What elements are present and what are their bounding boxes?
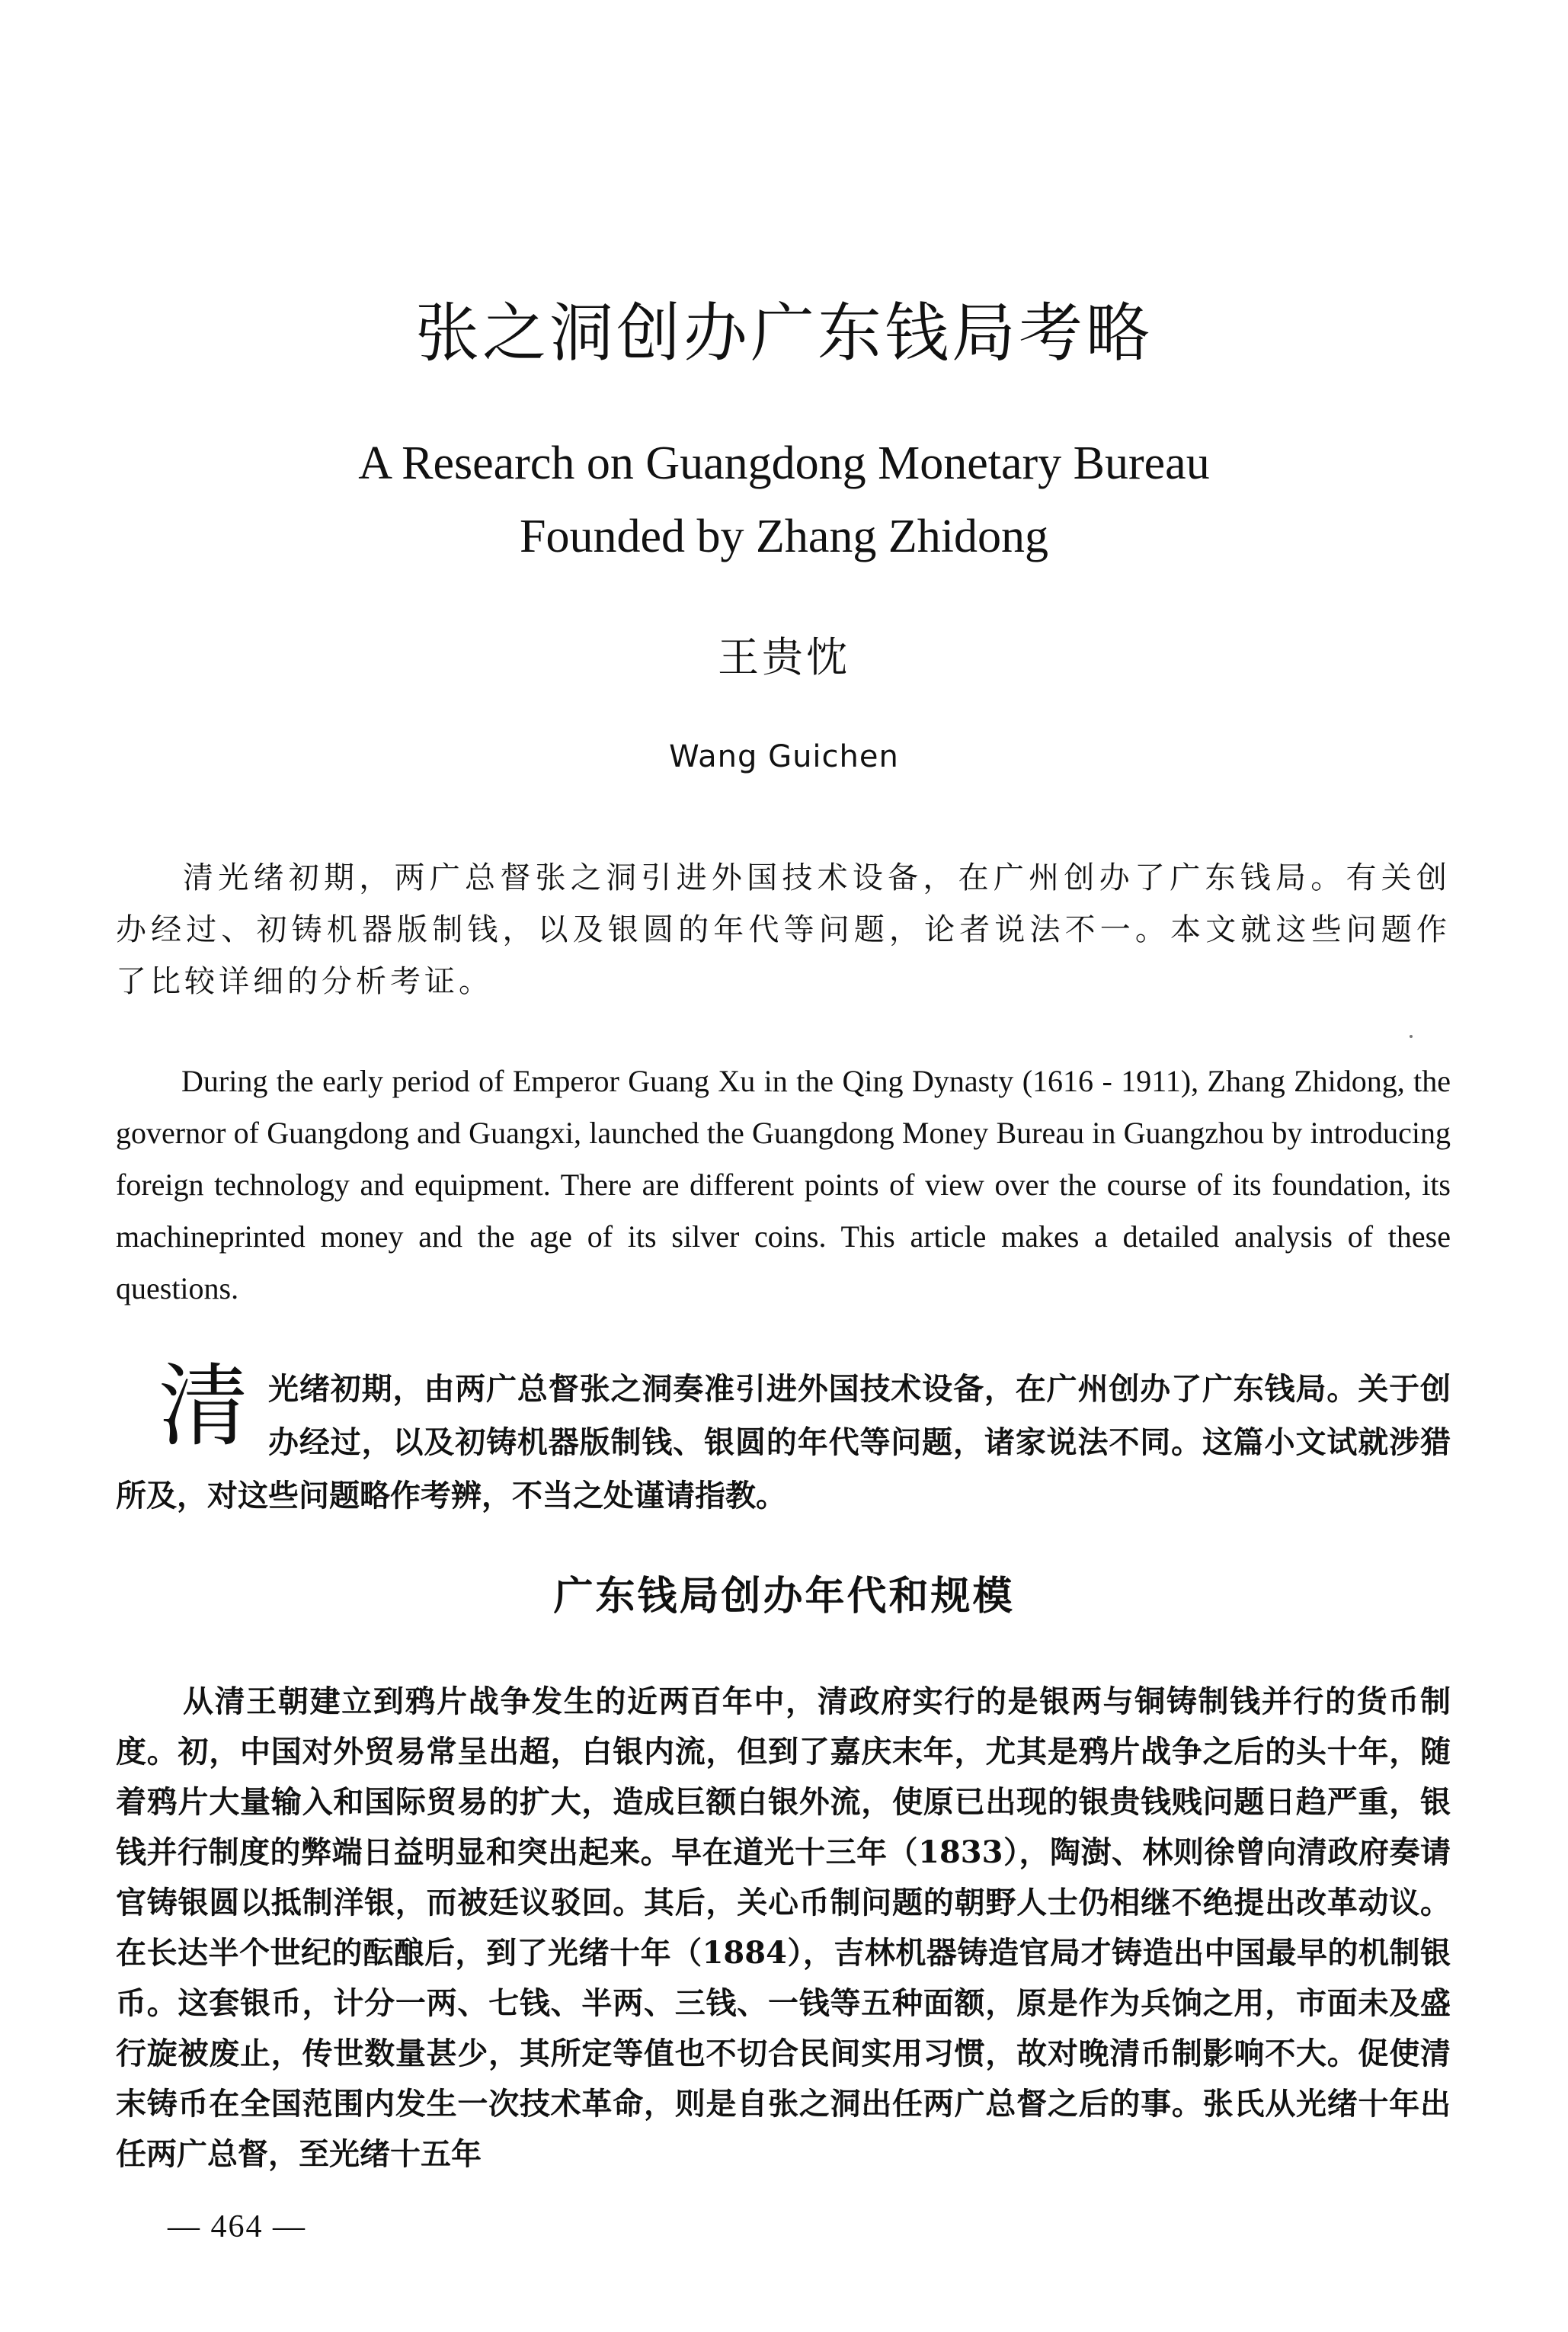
section-heading: 广东钱局创办年代和规模 xyxy=(553,1574,1015,1619)
title-en-line-1: A Research on Guangdong Monetary Bureau xyxy=(358,437,1210,489)
abstract-english: During the early period of Emperor Guang Xu in the Qing Dynasty (1616 - 1911), Zhang Zhidong, the governor of Guangdong and Guangxi, launched the Guangdong Money Bureau in Guangzhou by introducing foreign technology and equipment. There are different points of view over the course of its foundation, its machineprinted money and the age of its silver coins. This article makes a detailed analysis of these questions. xyxy=(116,1064,1451,1305)
intro-text: 光绪初期，由两广总督张之洞奏准引进外国技术设备，在广州创办了广东钱局。关于创办经过，以及初铸机器版制钱、银圆的年代等问题，诸家说法不同。这篇小文试就涉猎所及，对这些问题略作考辨，不当之处谨请指教。 xyxy=(116,1371,1451,1514)
section-body-paragraph: 从清王朝建立到鸦片战争发生的近两百年中，清政府实行的是银两与铜铸制钱并行的货币制度。初，中国对外贸易常呈出超，白银内流，但到了嘉庆末年，尤其是鸦片战争之后的头十年，随着鸦片大量输入和国际贸易的扩大，造成巨额白银外流，使原已出现的银贵钱贱问题日趋严重，银钱并行制度的弊端日益明显和突出起来。早在道光十三年（1833），陶澍、林则徐曾向清政府奏请官铸银圆以抵制洋银，而被廷议驳回。其后，关心币制问题的朝野人士仍相继不绝提出改革动议。在长达半个世纪的酝酿后，到了光绪十年（1884），吉林机器铸造官局才铸造出中国最早的机制银币。这套银币，计分一两、七钱、半两、三钱、一钱等五种面额，原是作为兵饷之用，市面未及盛行旋被废止，传世数量甚少，其所定等值也不切合民间实用习惯，故对晚清币制影响不大。促使清末铸币在全国范围内发生一次技术革命，则是自张之洞出任两广总督之后的事。张氏从光绪十年出任两广总督，至光绪十五年 xyxy=(116,1683,1451,2172)
author-name-chinese: 王贵忱 xyxy=(718,633,850,681)
intro-paragraph xyxy=(116,1353,1451,1523)
author-name-english: Wang Guichen xyxy=(669,739,899,774)
scan-speck xyxy=(1410,1035,1413,1038)
abstract-chinese: 清光绪初期，两广总督张之洞引进外国技术设备，在广州创办了广东钱局。有关创办经过、初铸机器版制钱，以及银圆的年代等问题，论者说法不一。本文就这些问题作了比较详细的分析考证。 xyxy=(116,860,1451,999)
article-title-chinese: 张之洞创办广东钱局考略 xyxy=(414,296,1153,370)
article-title-english xyxy=(0,427,1568,573)
drop-cap: 清 xyxy=(158,1353,249,1459)
title-en-line-2: Founded by Zhang Zhidong xyxy=(520,511,1048,562)
page-number: — 464 — xyxy=(168,2209,306,2244)
